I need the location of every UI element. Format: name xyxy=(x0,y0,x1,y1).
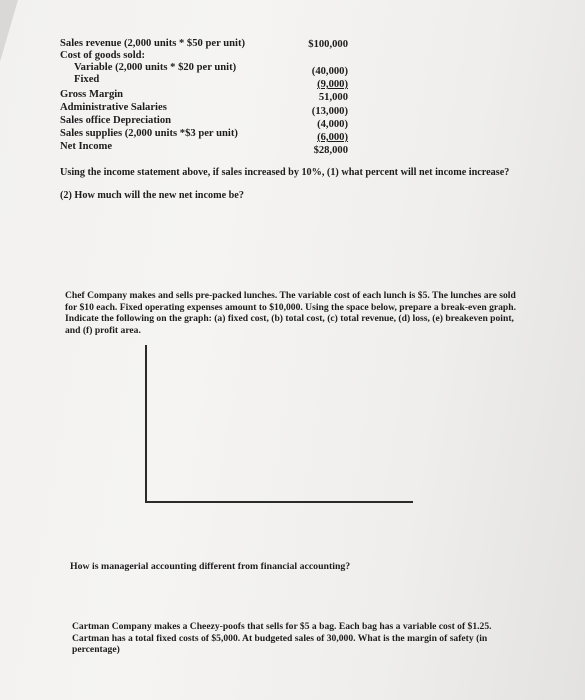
question-chef-company: Chef Company makes and sells pre-packed lunches. The variable cost of each lunch is $5. The lunches are sold for $10 each. Fixed operating expenses amount to $10,000. Using the space below, prepare a break-even graph. Indicate the following on the graph: (a) fixed cost, (b) total cost, (c) total revenue, (d) loss, (e) breakeven point, and (f) profit area. xyxy=(65,290,516,336)
question-new-net-income: (2) How much will the new net income be? xyxy=(60,190,244,201)
question-percent-increase: Using the income statement above, if sales increased by 10%, (1) what percent will net income increase? xyxy=(60,167,510,178)
question-managerial-accounting: How is managerial accounting different from financial accounting? xyxy=(70,561,351,572)
row-sales-revenue-label: Sales revenue (2,000 units * $50 per unit) xyxy=(60,38,246,49)
row-depreciation-value: (4,000) xyxy=(317,119,348,130)
row-depreciation-label: Sales office Depreciation xyxy=(60,115,172,126)
row-variable-value: (40,000) xyxy=(311,66,348,77)
row-sales-supplies-value: (6,000) xyxy=(317,132,348,143)
row-admin-salaries-value: (13,000) xyxy=(311,106,348,117)
row-variable-label: Variable (2,000 units * $20 per unit) xyxy=(74,62,237,73)
graph-y-axis xyxy=(145,345,147,502)
row-cogs-label: Cost of goods sold: xyxy=(60,50,146,61)
row-net-income-value: $28,000 xyxy=(313,145,348,156)
row-gross-margin-label: Gross Margin xyxy=(60,89,124,100)
page-fold-shadow xyxy=(0,0,18,62)
row-fixed-value: (9,000) xyxy=(317,79,348,90)
graph-x-axis xyxy=(145,501,413,503)
row-fixed-label: Fixed xyxy=(74,74,100,85)
row-sales-revenue-value: $100,000 xyxy=(308,39,348,50)
row-admin-salaries-label: Administrative Salaries xyxy=(60,102,167,113)
row-sales-supplies-label: Sales supplies (2,000 units *$3 per unit) xyxy=(60,128,238,139)
row-gross-margin-value: 51,000 xyxy=(318,92,348,103)
question-cartman-company: Cartman Company makes a Cheezy-poofs that sells for $5 a bag. Each bag has a variable cost of $1.25. Cartman has a total fixed costs of $5,000. At budgeted sales of 30,000. What is the margin of safety (in percentage) xyxy=(72,621,492,656)
row-net-income-label: Net Income xyxy=(60,141,113,152)
